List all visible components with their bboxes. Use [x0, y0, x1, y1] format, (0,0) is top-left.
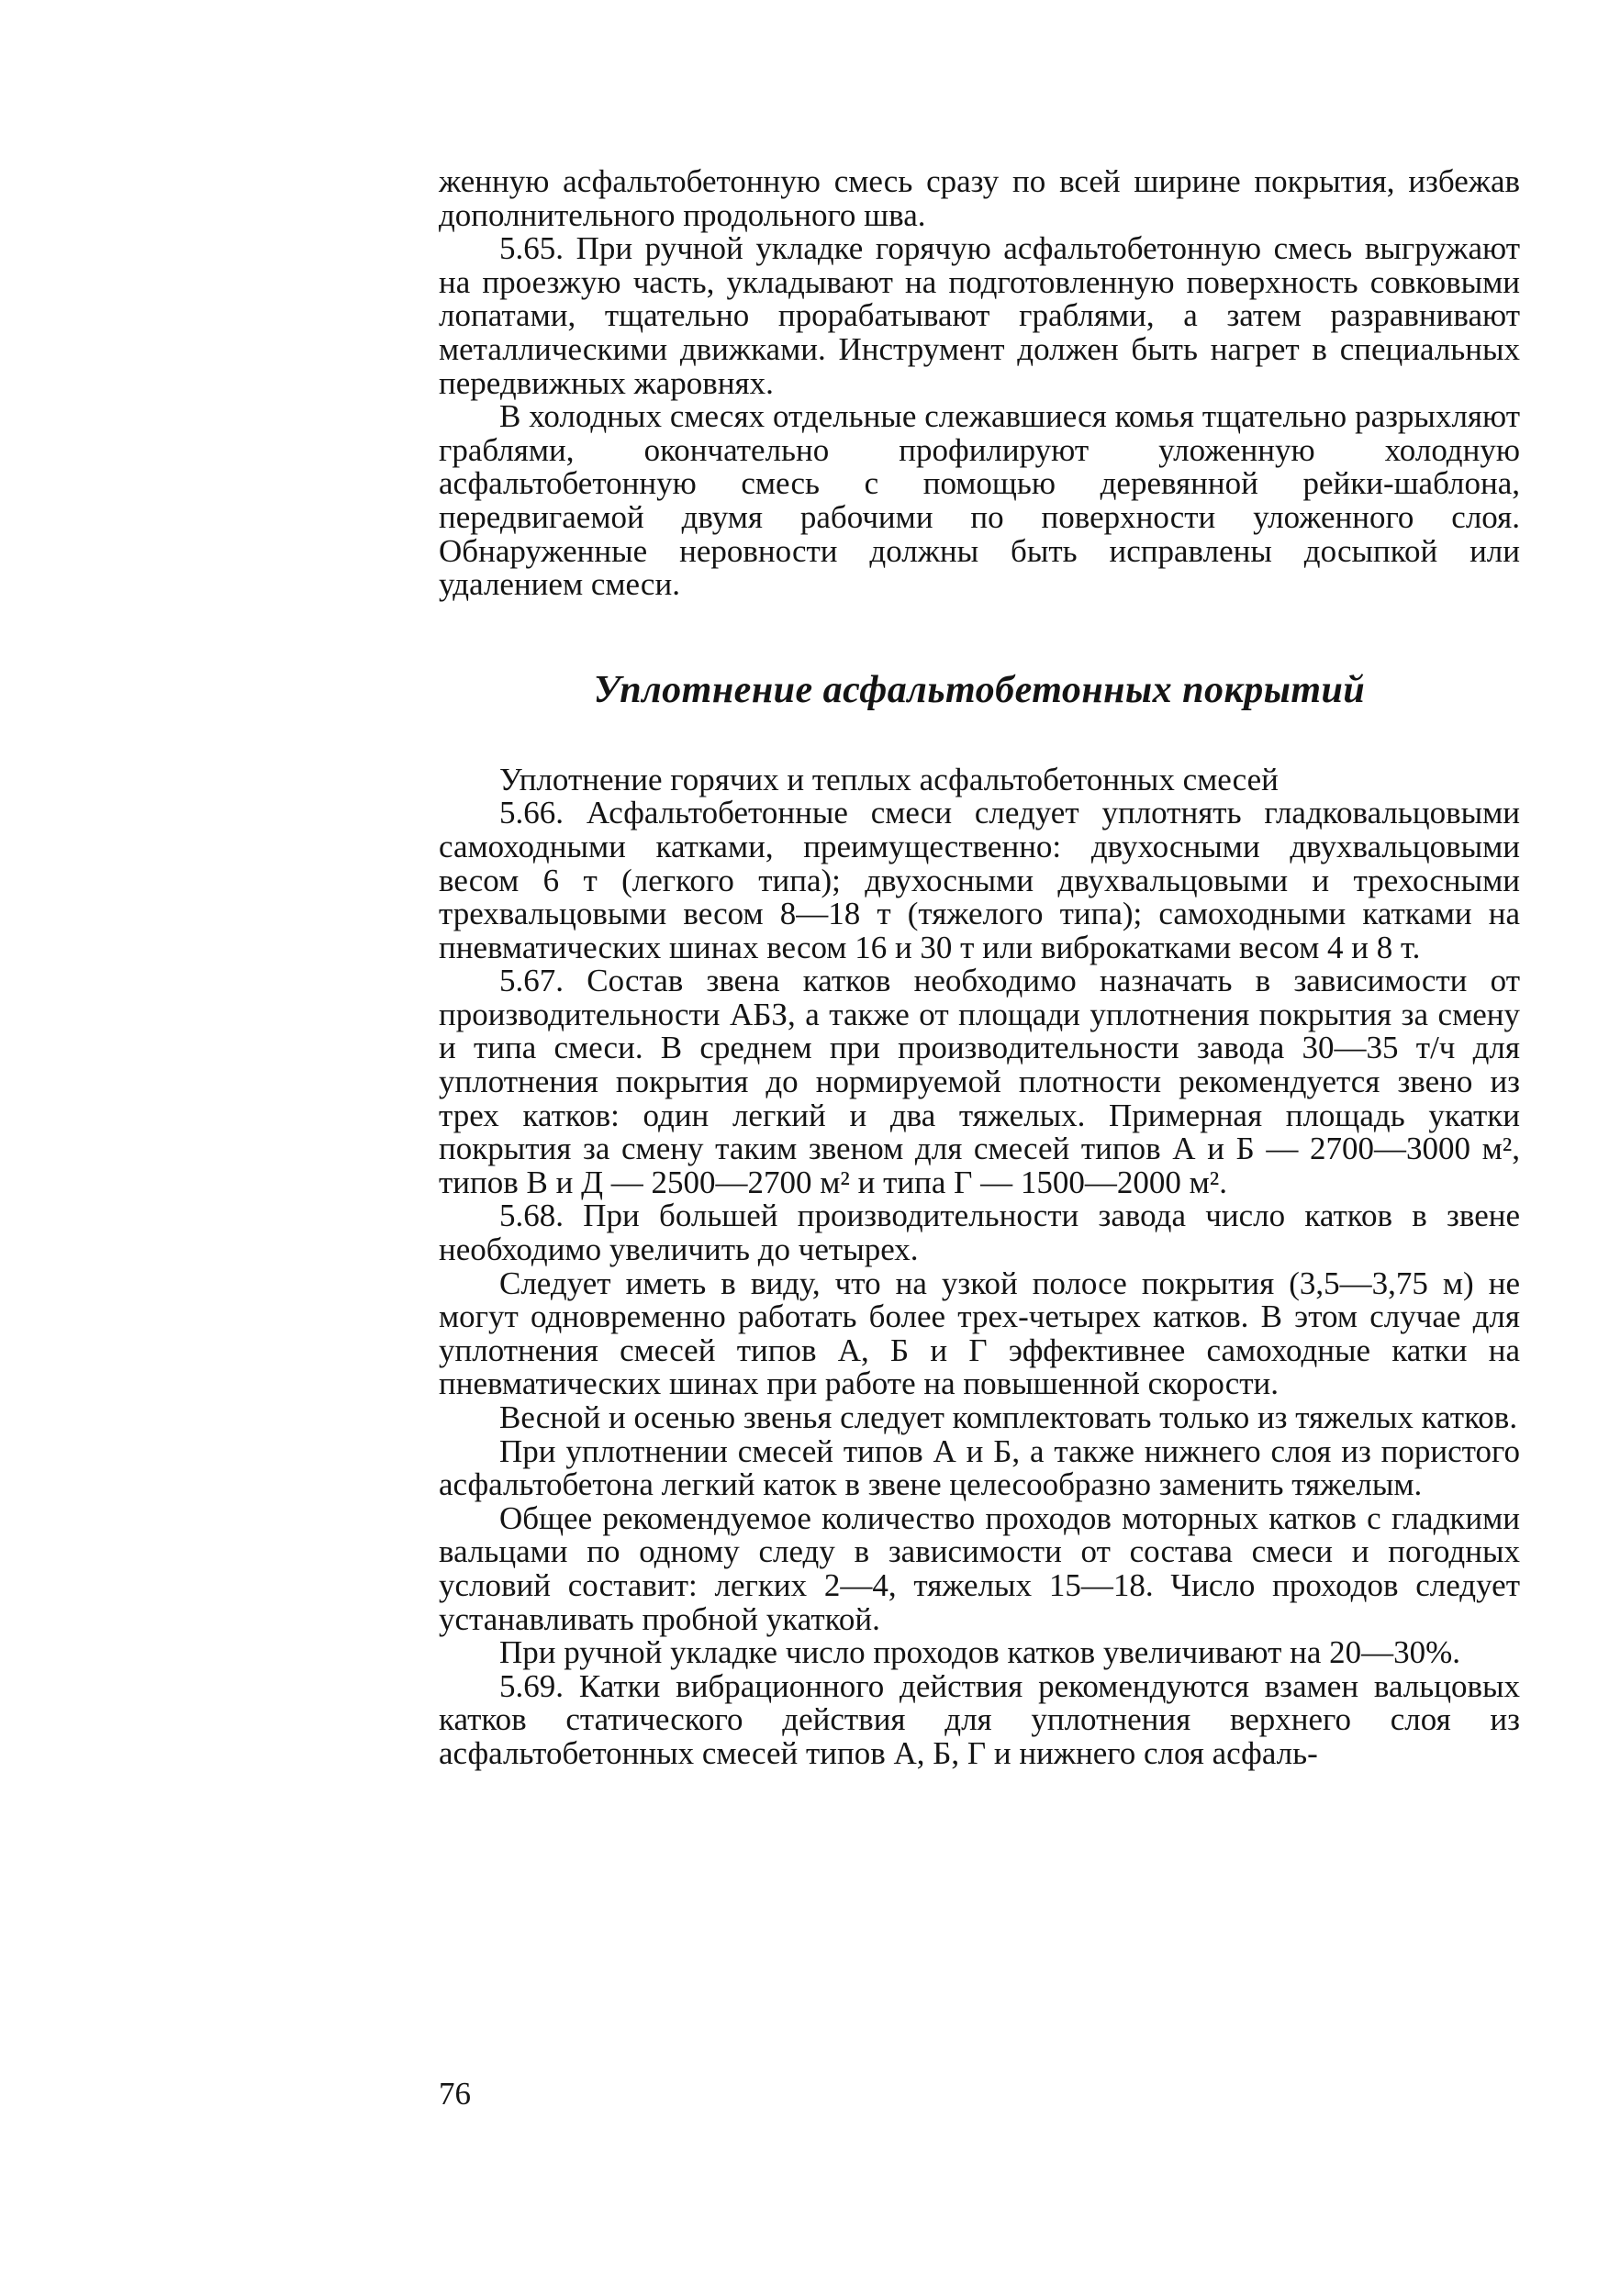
paragraph-spring-autumn: Весной и осенью звенья следует комплектовать только из тяжелых катков.: [499, 1399, 1518, 1435]
page-number: 76: [439, 2076, 471, 2112]
paragraph-5-68: 5.68. При большей производительности завода число катков в звене необходимо увеличить до четырех.: [439, 1198, 1520, 1268]
text-column: [439, 165, 1520, 1771]
paragraph-5-66: 5.66. Асфальтобетонные смеси следует уплотнять гладковальцовыми самоходными катками, преимущественно: двухосными двухвальцовыми весом 6 т (легкого типа); двухосными двухвальцовыми и трехосными трехвальцовыми весом 8—18 т (тяжелого типа); самоходными катками на пневматических шинах весом 16 и 30 т или виброкатками весом 4 и 8 т.: [439, 795, 1520, 965]
section-subheading: Уплотнение горячих и теплых асфальтобетонных смесей: [499, 761, 1279, 797]
paragraph-manual-laying: При ручной укладке число проходов катков увеличивают на 20—30%.: [499, 1634, 1461, 1671]
paragraph-types-a-b: При уплотнении смесей типов А и Б, а также нижнего слоя из пористого асфальтобетона легкий каток в звене целесообразно заменить тяжелым.: [439, 1432, 1520, 1503]
paragraph-continuation: женную асфальтобетонную смесь сразу по всей ширине покрытия, избежав дополнительного продольного шва.: [439, 163, 1520, 233]
paragraph-5-65: 5.65. При ручной укладке горячую асфальтобетонную смесь выгружают на проезжую часть, укладывают на подготовленную поверхность совковыми лопатами, тщательно прорабатывают граблями, а затем разравнивают металлическими движками. Инструмент должен быть нагрет в специальных передвижных жаровнях.: [439, 230, 1520, 401]
paragraph-narrow-lane: Следует иметь в виду, что на узкой полосе покрытия (3,5—3,75 м) не могут одновременно работать более трех-четырех катков. В этом случае для уплотнения смесей типов А, Б и Г эффективнее самоходные катки на пневматических шинах при работе на повышенной скорости.: [439, 1265, 1520, 1402]
paragraph-5-67: 5.67. Состав звена катков необходимо назначать в зависимости от производительности АБЗ, а также от площади уплотнения покрытия за смену и типа смеси. В среднем при производительности завода 30—35 т/ч для уплотнения покрытия до нормируемой плотности рекомендуется звено из трех катков: один легкий и два тяжелых. Примерная площадь укатки покрытия за смену таким звеном для смесей типов А и Б — 2700—3000 м², типов В и Д — 2500—2700 м² и типа Г — 1500—2000 м².: [439, 963, 1520, 1200]
paragraph-cold-mixes: В холодных смесях отдельные слежавшиеся комья тщательно разрыхляют граблями, окончательно профилируют уложенную холодную асфальтобетонную смесь с помощью деревянной рейки-шаблона, передвигаемой двумя рабочими по поверхности уложенного слоя. Обнаруженные неровности должны быть исправлены досыпкой или удалением смеси.: [439, 398, 1520, 603]
section-heading: Уплотнение асфальтобетонных покрытий: [593, 668, 1366, 711]
paragraph-5-69: 5.69. Катки вибрационного действия рекомендуются взамен вальцовых катков статического действия для уплотнения верхнего слоя из асфальтобетонных смесей типов А, Б, Г и нижнего слоя асфаль-: [439, 1667, 1520, 1771]
paragraph-passes-count: Общее рекомендуемое количество проходов моторных катков с гладкими вальцами по одному следу в зависимости от состава смеси и погодных условий составит: легких 2—4, тяжелых 15—18. Число проходов следует устанавливать пробной укаткой.: [439, 1499, 1520, 1637]
